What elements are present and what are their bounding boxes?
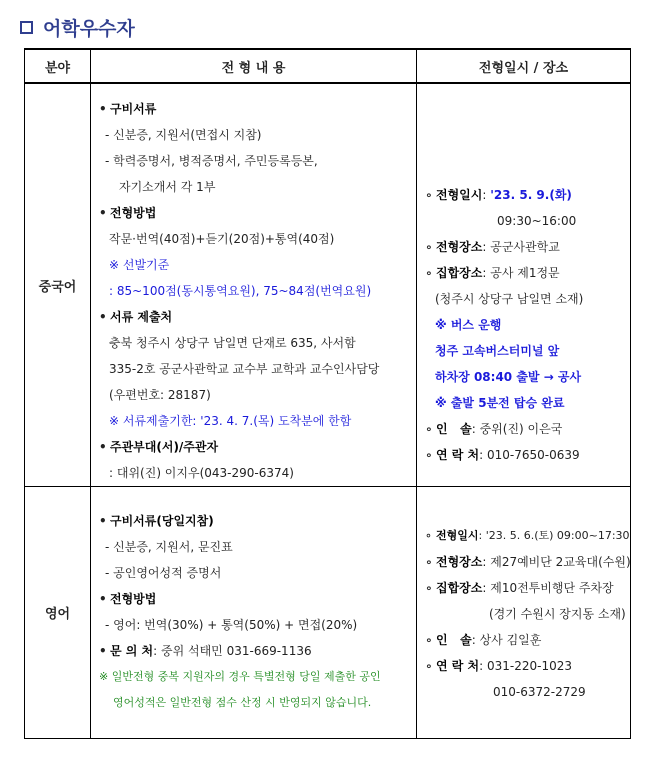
bullet-icon: ∘ [425,188,433,202]
en-sched-gather-detail: (경기 수원시 장지동 소재) [489,607,626,621]
bullet-icon: • [99,514,107,528]
sched-bus-2: 청주 고속버스터미널 앞 [435,344,560,358]
submit-deadline: ※ 서류제출기한: '23. 4. 7.(목) 도착분에 한함 [109,414,352,428]
bullet-icon: ∘ [425,633,433,647]
bullet-icon: ∘ [425,581,433,595]
bullet-icon: ∘ [425,448,433,462]
en-method-line-1: - 영어: 번역(30%) + 통역(50%) + 면접(20%) [105,618,358,632]
submit-line-3: (우편번호: 28187) [109,388,211,402]
table-row-english [25,487,631,739]
sched-bus-1: ※ 버스 운행 [435,318,502,332]
criteria-heading: ※ 선발기준 [109,258,170,272]
en-sched-place: ∘ 전형장소: 제27예비단 2교육대(수원) [417,549,630,575]
submit-line-2: 335-2호 공군사관학교 교수부 교학과 교수인사담당 [109,362,380,376]
criteria-line-1: : 85~100점(동시통역요원), 75~84점(번역요원) [109,284,372,298]
sched-place: ∘ 전형장소: 공군사관학교 [417,234,630,260]
section-title [20,12,135,42]
en-method-heading: • 전형방법 [91,586,416,612]
docs-heading: • 구비서류 [91,96,416,122]
sched-gather: ∘ 집합장소: 공사 제1정문 [417,260,630,286]
category-chinese: 중국어 [25,83,91,487]
sched-gather-detail: (청주시 상당구 남일면 소재) [435,292,584,306]
bullet-icon: ∘ [425,659,433,673]
en-docs-line-2: - 공인영어성적 증명서 [105,566,222,580]
bullet-icon: • [99,102,107,116]
en-sched-lead: ∘ 인 솔: 상사 김일훈 [417,627,630,653]
section-title-text: 어학우수자 [43,17,135,40]
bullet-icon: • [99,440,107,454]
en-sched-gather: ∘ 집합장소: 제10전투비행단 주차장 [417,575,630,601]
sched-date: ∘ 전형일시: '23. 5. 9.(화) [417,182,630,208]
en-note-2: 영어성적은 일반전형 점수 산정 시 반영되지 않습니다. [113,696,372,709]
bullet-icon: ∘ [425,555,433,569]
submit-line-1: 충북 청주시 상당구 남일면 단재로 635, 사서함 [109,336,356,350]
sched-bus-3: 하차장 08:40 출발 → 공사 [435,370,582,384]
sched-contact: ∘ 연 락 처: 010-7650-0639 [417,442,630,468]
sched-time: 09:30~16:00 [497,214,577,228]
sched-lead: ∘ 인 솔: 중위(진) 이은국 [417,416,630,442]
bullet-icon: ∘ [425,240,433,254]
bullet-icon: • [99,206,107,220]
square-icon [20,21,33,34]
table-row-chinese [25,83,631,487]
en-docs-heading: • 구비서류(당일지참) [91,508,416,534]
en-docs-line-1: - 신분증, 지원서, 문진표 [105,540,233,554]
submit-heading: • 서류 제출처 [91,304,416,330]
docs-line-1: - 신분증, 지원서(면접시 지참) [105,128,262,142]
category-english: 영어 [25,487,91,739]
bullet-icon: • [99,592,107,606]
header-schedule: 전형일시 / 장소 [417,49,631,83]
docs-line-3: 자기소개서 각 1부 [119,180,216,194]
bullet-icon: • [99,644,107,658]
bullet-icon: ∘ [425,266,433,280]
en-sched-date: ∘ 전형일시: '23. 5. 6.(토) 09:00~17:30 [417,523,630,549]
docs-line-2: - 학력증명서, 병적증명서, 주민등록등본, [105,154,318,168]
header-content: 전 형 내 용 [91,49,417,83]
bullet-icon: • [99,310,107,324]
schedule-english [417,487,631,739]
en-inquiry: • 문 의 처: 중위 석태민 031-669-1136 [91,638,416,664]
method-heading: • 전형방법 [91,200,416,226]
header-category: 분야 [25,49,91,83]
en-note-1: ※ 일반전형 중복 지원자의 경우 특별전형 당일 제출한 공인 [99,670,381,683]
content-english [91,487,417,739]
content-chinese [91,83,417,487]
table-header-row [25,49,631,83]
bullet-icon: ∘ [425,529,432,542]
en-sched-contact: ∘ 연 락 처: 031-220-1023 [417,653,630,679]
method-line-1: 작문·번역(40점)+듣기(20점)+통역(40점) [109,232,335,246]
host-heading: • 주관부대(서)/주관자 [91,434,416,460]
host-line-1: : 대위(진) 이지우(043-290-6374) [109,466,294,480]
selection-table [24,48,631,739]
bullet-icon: ∘ [425,422,433,436]
schedule-chinese [417,83,631,487]
en-sched-contact-2: 010-6372-2729 [493,685,586,699]
sched-bus-4: ※ 출발 5분전 탑승 완료 [435,396,565,410]
